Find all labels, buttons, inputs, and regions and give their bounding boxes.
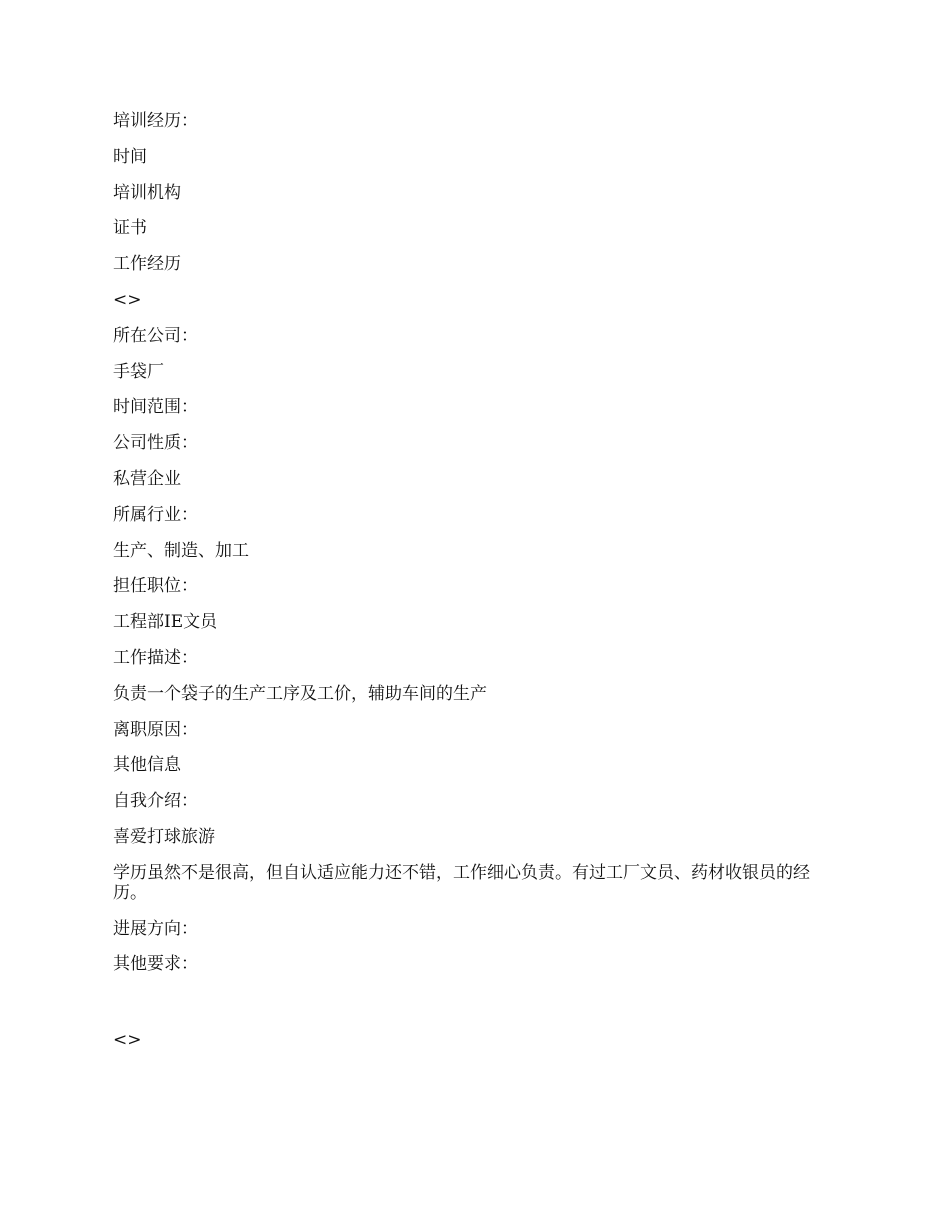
blank-space: [113, 990, 843, 1030]
time-range-label: 时间范围：: [113, 397, 198, 418]
footer-marker: <>: [113, 1030, 142, 1051]
training-time-label: 时间: [113, 146, 147, 167]
position-label: 担任职位：: [113, 576, 198, 597]
training-certificate-label: 证书: [113, 218, 147, 239]
job-description-label: 工作描述：: [113, 647, 198, 668]
self-intro-hobbies: 喜爱打球旅游: [113, 826, 215, 847]
company-type-value: 私营企业: [113, 468, 181, 489]
development-direction-label: 进展方向：: [113, 918, 198, 939]
document-body: [113, 111, 843, 1066]
position-value: 工程部IE文员: [113, 612, 218, 633]
company-label: 所在公司：: [113, 325, 198, 346]
self-intro-label: 自我介绍：: [113, 791, 198, 812]
training-heading: 培训经历：: [113, 111, 198, 131]
section-marker: <>: [113, 289, 142, 310]
industry-label: 所属行业：: [113, 504, 198, 525]
self-intro-paragraph: 学历虽然不是很高，但自认适应能力还不错，工作细心负责。有过工厂文员、药材收银员的经历。: [113, 862, 810, 903]
other-info-heading: 其他信息: [113, 755, 181, 776]
training-institution-label: 培训机构: [113, 182, 181, 203]
other-requirements-label: 其他要求：: [113, 954, 198, 975]
work-experience-heading: 工作经历: [113, 254, 181, 275]
company-value: 手袋厂: [113, 361, 164, 382]
leaving-reason-label: 离职原因：: [113, 719, 198, 740]
industry-value: 生产、制造、加工: [113, 540, 249, 561]
job-description-value: 负责一个袋子的生产工序及工价，辅助车间的生产: [113, 683, 487, 704]
company-type-label: 公司性质：: [113, 433, 198, 454]
